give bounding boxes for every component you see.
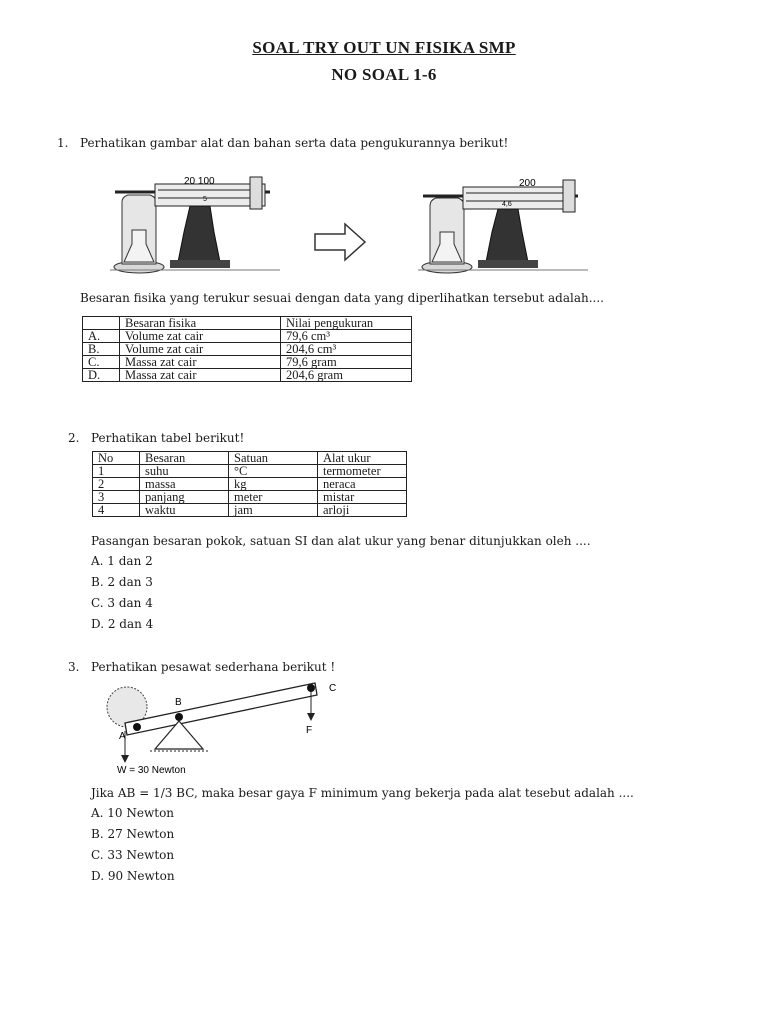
table-header-row: [93, 452, 407, 465]
q2-option-d: D. 2 dan 4: [91, 617, 154, 631]
table-cell: 204,6 cm³: [281, 343, 412, 356]
lever-label-f: F: [306, 725, 313, 736]
lever-label-weight: W = 30 Newton: [117, 765, 186, 776]
table-row: [83, 356, 412, 369]
table-cell: neraca: [318, 478, 407, 491]
table-cell: 2: [93, 478, 140, 491]
table-cell: °C: [229, 465, 318, 478]
table-cell: mistar: [318, 491, 407, 504]
table-header-row: [83, 317, 412, 330]
lever-label-b: B: [175, 697, 182, 708]
table-cell: waktu: [140, 504, 229, 517]
q1-text: Perhatikan gambar alat dan bahan serta data pengukurannya berikut!: [80, 136, 509, 150]
table-cell: 1: [93, 465, 140, 478]
table-cell: 204,6 gram: [281, 369, 412, 382]
table-cell: 79,6 gram: [281, 356, 412, 369]
q3-text: Perhatikan pesawat sederhana berikut !: [91, 660, 336, 674]
q2-option-a: A. 1 dan 2: [91, 554, 153, 568]
table-cell: No: [93, 452, 140, 465]
scale-right-reading: 200: [519, 178, 536, 189]
table-cell: Volume zat cair: [120, 343, 281, 356]
q2-option-b: B. 2 dan 3: [91, 575, 153, 589]
table-row: [93, 478, 407, 491]
table-cell: Nilai pengukuran: [281, 317, 412, 330]
table-cell: 4: [93, 504, 140, 517]
q2-number: 2.: [68, 431, 80, 445]
balance-right: [418, 180, 588, 273]
table-cell: 3: [93, 491, 140, 504]
table-row: [83, 330, 412, 343]
table-cell: termometer: [318, 465, 407, 478]
right-arrow-icon: [315, 224, 365, 260]
table-row: [93, 491, 407, 504]
table-cell: B.: [83, 343, 120, 356]
table-cell: massa: [140, 478, 229, 491]
table-cell: meter: [229, 491, 318, 504]
balance-left: [110, 177, 280, 273]
table-cell: arloji: [318, 504, 407, 517]
q1-question: Besaran fisika yang terukur sesuai dengan data yang diperlihatkan tersebut adalah....: [80, 291, 604, 305]
table-cell: Massa zat cair: [120, 369, 281, 382]
table-cell: Besaran: [140, 452, 229, 465]
q1-number: 1.: [57, 136, 69, 150]
table-cell: C.: [83, 356, 120, 369]
table-row: [83, 343, 412, 356]
page-title: SOAL TRY OUT UN FISIKA SMP: [252, 38, 516, 57]
q2-table: [92, 451, 407, 517]
table-cell: jam: [229, 504, 318, 517]
q1-balance-figure: [110, 172, 590, 282]
q3-number: 3.: [68, 660, 80, 674]
q3-option-d: D. 90 Newton: [91, 869, 175, 883]
scale-left-reading: 20 100: [184, 176, 215, 187]
table-row: [93, 504, 407, 517]
table-cell: D.: [83, 369, 120, 382]
q2-option-c: C. 3 dan 4: [91, 596, 153, 610]
table-cell: Massa zat cair: [120, 356, 281, 369]
scale-left-small: 5: [203, 196, 207, 203]
page-subtitle: NO SOAL 1-6: [331, 65, 437, 84]
table-row: [83, 369, 412, 382]
lever-label-a: A: [119, 731, 126, 742]
table-cell: Volume zat cair: [120, 330, 281, 343]
table-cell: Satuan: [229, 452, 318, 465]
table-row: [93, 465, 407, 478]
table-cell: Besaran fisika: [120, 317, 281, 330]
q3-option-b: B. 27 Newton: [91, 827, 175, 841]
table-cell: Alat ukur: [318, 452, 407, 465]
table-cell: kg: [229, 478, 318, 491]
q2-question: Pasangan besaran pokok, satuan SI dan alat ukur yang benar ditunjukkan oleh ....: [91, 534, 591, 548]
q2-text: Perhatikan tabel berikut!: [91, 431, 245, 445]
table-cell: 79,6 cm³: [281, 330, 412, 343]
table-cell: panjang: [140, 491, 229, 504]
q3-lever-figure: [95, 675, 355, 775]
table-cell: suhu: [140, 465, 229, 478]
lever-label-c: C: [329, 683, 337, 694]
table-cell: [83, 317, 120, 330]
q1-options-table: [82, 316, 412, 382]
q3-option-c: C. 33 Newton: [91, 848, 175, 862]
q3-option-a: A. 10 Newton: [91, 806, 175, 820]
scale-right-small: 4,6: [502, 201, 512, 208]
table-cell: A.: [83, 330, 120, 343]
q3-question: Jika AB = 1/3 BC, maka besar gaya F minimum yang bekerja pada alat tesebut adalah ....: [91, 786, 634, 800]
